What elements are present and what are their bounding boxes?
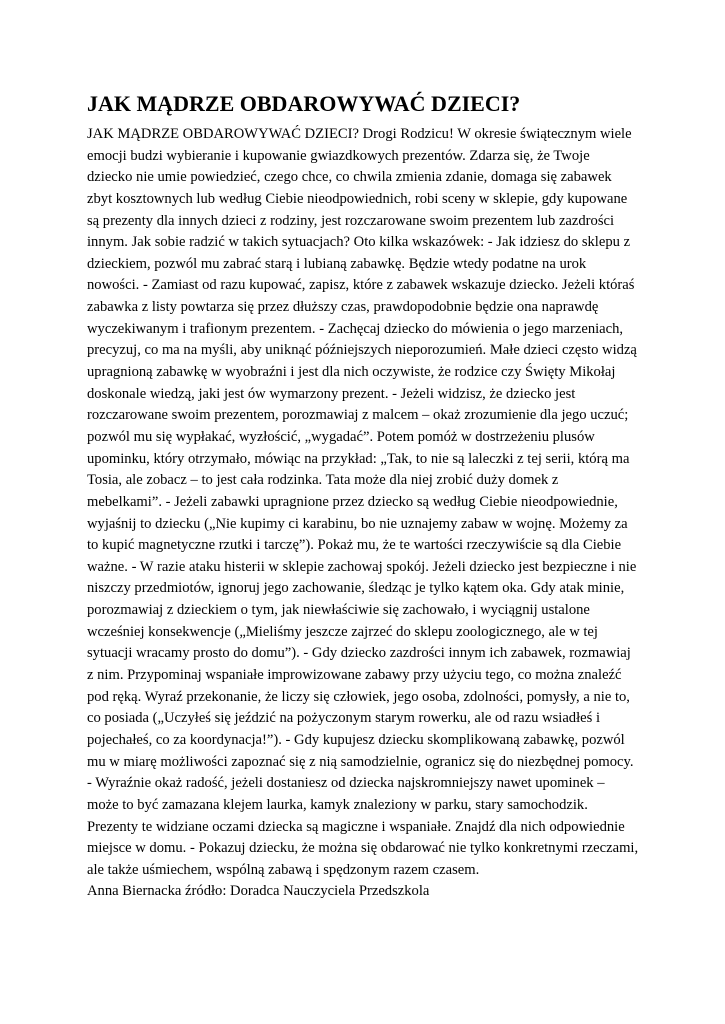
- body-text-line: zabawka z listy powtarza się przez dłuższy czas, prawdopodobnie będzie ona naprawdę: [87, 299, 599, 316]
- body-text-line: są prezenty dla innych dzieci z rodziny, jest rozczarowane swoim prezentem lub zazdrości: [87, 212, 615, 229]
- body-text-line: wcześniej konsekwencje („Mieliśmy jeszcze zajrzeć do sklepu zoologicznego, ale w tej: [87, 623, 598, 640]
- body-text-line: upragnioną zabawkę w wyobraźni i jest dla nich oczywiste, że rodzice czy Święty Mikołaj: [87, 364, 616, 381]
- body-text-line: nowości. - Zamiast od razu kupować, zapisz, które z zabawek wskazuje dziecko. Jeżeli któraś: [87, 277, 635, 294]
- body-text-line: wyczekiwanym i trafionym prezentem. - Zachęcaj dziecko do mówienia o jego marzeniach,: [87, 320, 624, 337]
- body-text-line: to kupić magnetyczne rzutki i tarczę”). Pokaż mu, że te wartości rzeczywiście są dla Ciebie: [87, 537, 622, 554]
- body-text-line: - Wyraźnie okaż radość, jeżeli dostaniesz od dziecka najskromniejszy nawet upominek –: [87, 775, 605, 792]
- body-text-line: rozczarowane swoim prezentem, porozmawiaj z malcem – okaż zrozumienie dla jego uczuć;: [87, 407, 629, 424]
- body-text-line: dzieckiem, pozwól mu zabrać starą i lubianą zabawkę. Będzie wtedy podatne na urok: [87, 255, 587, 272]
- body-text-line: emocji budzi wybieranie i kupowanie gwiazdkowych prezentów. Zdarza się, że Twoje: [87, 147, 590, 164]
- body-text-line: innym. Jak sobie radzić w takich sytuacjach? Oto kilka wskazówek: - Jak idziesz do sklepu z: [87, 234, 631, 251]
- body-text-line: miejsce w domu. - Pokazuj dziecku, że można się obdarować nie tylko konkretnymi rzeczami,: [87, 840, 639, 857]
- body-text-line: JAK MĄDRZE OBDAROWYWAĆ DZIECI? Drogi Rodzicu! W okresie świątecznym wiele: [87, 126, 632, 142]
- body-text-line: upominku, który otrzymało, mówiąc na przykład: „Tak, to nie są laleczki z tej serii, którą ma: [87, 450, 630, 467]
- body-text-line: pod ręką. Wyraź przekonanie, że liczy się człowiek, jego osoba, zdolności, pomysły, a nie to,: [87, 688, 630, 705]
- body-text-line: wyjaśnij to dziecku („Nie kupimy ci karabinu, bo nie uznajemy zabaw w wojnę. Możemy za: [87, 515, 628, 532]
- body-text-line: sytuacji wracamy prosto do domu”). - Gdy dziecko zazdrości innym ich zabawek, rozmawiaj: [87, 645, 631, 662]
- body-text-line: z nim. Przypominaj wspaniałe improwizowane zabawy przy użyciu tego, co można znaleźć: [87, 667, 622, 684]
- body-text-line: precyzuj, co ma na myśli, aby uniknąć późniejszych nieporozumień. Małe dzieci często widzą: [87, 342, 637, 359]
- document-title: JAK MĄDRZE OBDAROWYWAĆ DZIECI?: [87, 91, 521, 116]
- body-text-line: co posiada („Uczyłeś się jeździć na pożyczonym starym rowerku, ale od razu wsiadłeś i: [87, 710, 601, 727]
- body-text-line: Anna Biernacka źródło: Doradca Nauczyciela Przedszkola: [87, 883, 430, 900]
- body-text-line: ważne. - W razie ataku histerii w sklepie zachowaj spokój. Jeżeli dziecko jest bezpieczne i nie: [87, 558, 637, 575]
- body-text-line: może to być zamazana klejem laurka, kamyk znaleziony w parku, stary samochodzik.: [87, 796, 588, 813]
- body-text-line: mebelkami”. - Jeżeli zabawki upragnione przez dziecko są według Ciebie nieodpowiednie,: [87, 493, 618, 510]
- body-text-line: doskonale wiedzą, jaki jest ów wymarzony prezent. - Jeżeli widzisz, że dziecko jest: [87, 385, 576, 402]
- body-text-line: mu w miarę możliwości zapoznać się z nią samodzielnie, ogranicz się do niezbędnej pomocy.: [87, 753, 634, 770]
- body-text-line: Prezenty te widziane oczami dziecka są magiczne i wspaniałe. Znajdź dla nich odpowiednie: [87, 818, 625, 835]
- body-text-line: pozwól mu się wypłakać, wyzłościć, „wygadać”. Potem pomóż w dostrzeżeniu plusów: [87, 428, 595, 445]
- body-text-line: niszczy przedmiotów, ignoruj jego zachowanie, śledząc je tylko kątem oka. Gdy atak minie,: [87, 580, 625, 597]
- body-text-line: porozmawiaj z dzieckiem o tym, jak niewłaściwie się zachowało, i wyciągnij ustalone: [87, 602, 590, 619]
- body-text-line: ale także uśmiechem, wspólną zabawą i spędzonym razem czasem.: [87, 861, 480, 878]
- document-body: [87, 124, 647, 903]
- body-text-line: pojechałeś, co za koordynacja!”). - Gdy kupujesz dziecku skomplikowaną zabawkę, pozwól: [87, 731, 625, 748]
- body-text-line: Tosia, ale zobacz – to jest cała rodzinka. Tata może dla niej zrobić duży domek z: [87, 472, 559, 489]
- body-text-line: dziecko nie umie powiedzieć, czego chce, co chwila zmienia zdanie, domaga się zabawek: [87, 169, 612, 186]
- body-text-line: zbyt kosztownych lub według Ciebie nieodpowiednich, robi sceny w sklepie, gdy kupowane: [87, 190, 628, 207]
